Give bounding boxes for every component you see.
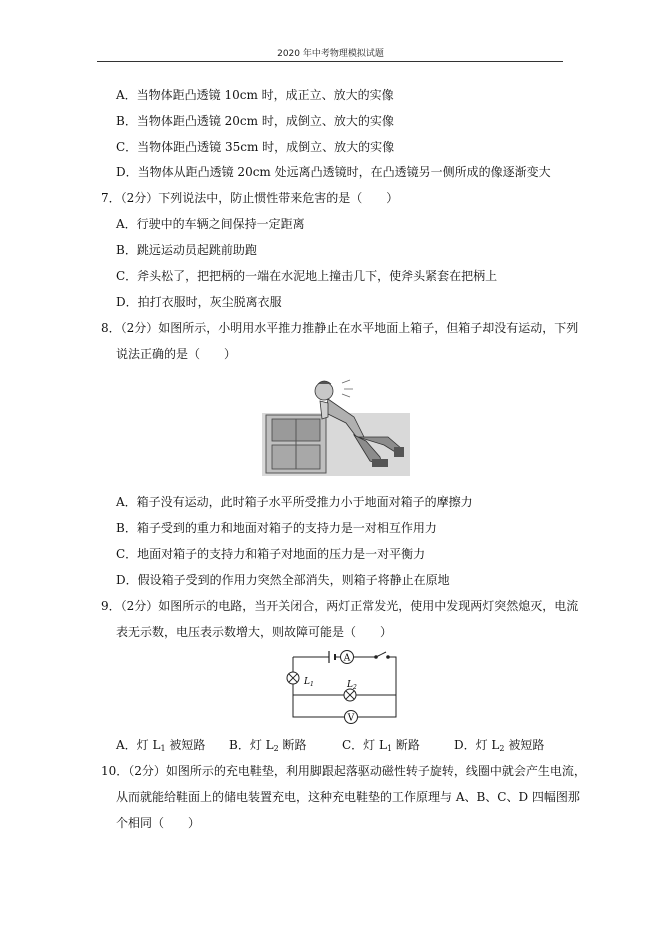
ammeter-label: A [343, 653, 351, 664]
q7-option-c: C．斧头松了，把把柄的一端在水泥地上撞击几下，使斧头紧套在把柄上 [116, 269, 498, 283]
circuit-diagram [285, 648, 400, 726]
lamp1-subscript: 1 [309, 681, 314, 688]
q6-option-c: C．当物体距凸透镜 35cm 时，成倒立、放大的实像 [116, 140, 395, 154]
voltmeter-label: V [347, 713, 355, 724]
q9-option-c: C．灯 $L_1$ 断路 [342, 738, 420, 753]
boy-pushing-box-illustration [262, 379, 410, 476]
q8-stem-line1: 8．（2分）如图所示，小明用水平推力推静止在水平地面上箱子，但箱子却没有运动，下列 [101, 321, 579, 335]
q9-option-b: B．灯 $L_2$ 断路 [229, 738, 307, 753]
q10-stem-line2: 从而就能给鞋面上的储电装置充电，这种充电鞋垫的工作原理与 A、B、C、D 四幅图那 [116, 790, 580, 804]
lamp2-subscript: 2 [352, 684, 357, 691]
q7-option-b: B．跳远运动员起跳前助跑 [116, 243, 257, 257]
svg-text:L1 [303, 677, 314, 688]
q8-stem-line2: 说法正确的是（ ） [116, 347, 237, 361]
q8-option-d: D．假设箱子受到的作用力突然全部消失，则箱子将静止在原地 [116, 573, 450, 587]
q8-option-b: B．箱子受到的重力和地面对箱子的支持力是一对相互作用力 [116, 521, 437, 535]
q9-stem-line1: 9．（2分）如图所示的电路，当开关闭合，两灯正常发光，使用中发现两灯突然熄灭，电流 [101, 599, 579, 613]
q7-stem: 7．（2分）下列说法中，防止惯性带来危害的是（ ） [101, 191, 399, 205]
svg-text:L2 [346, 680, 357, 691]
q9-option-d: D．灯 $L_2$ 被短路 [454, 738, 545, 753]
q10-stem-line3: 个相同（ ） [116, 816, 201, 830]
q8-option-a: A．箱子没有运动，此时箱子水平所受推力小于地面对箱子的摩擦力 [116, 495, 473, 509]
q7-option-a: A．行驶中的车辆之间保持一定距离 [116, 217, 305, 231]
q10-stem-line1: 10．（2分）如图所示的充电鞋垫，利用脚跟起落驱动磁性转子旋转，线圈中就会产生电流， [101, 764, 586, 778]
q6-option-d: D．当物体从距凸透镜 20cm 处远离凸透镜时，在凸透镜另一侧所成的像逐渐变大 [116, 165, 551, 179]
lamp2-label: L [347, 680, 353, 690]
q6-option-a: A．当物体距凸透镜 10cm 时，成正立、放大的实像 [116, 88, 394, 102]
q6-option-b: B．当物体距凸透镜 20cm 时，成倒立、放大的实像 [116, 114, 394, 128]
q9-stem-line2: 表无示数，电压表示数增大，则故障可能是（ ） [116, 625, 393, 639]
page-header: 2020 年中考物理模拟试题 [277, 49, 384, 59]
q8-option-c: C．地面对箱子的支持力和箱子对地面的压力是一对平衡力 [116, 547, 426, 561]
lamp1-label: L [304, 677, 310, 687]
q7-option-d: D．拍打衣服时，灰尘脱离衣服 [116, 295, 282, 309]
q9-option-a: A．灯 $L_1$ 被短路 [116, 738, 206, 753]
header-rule [97, 61, 563, 62]
